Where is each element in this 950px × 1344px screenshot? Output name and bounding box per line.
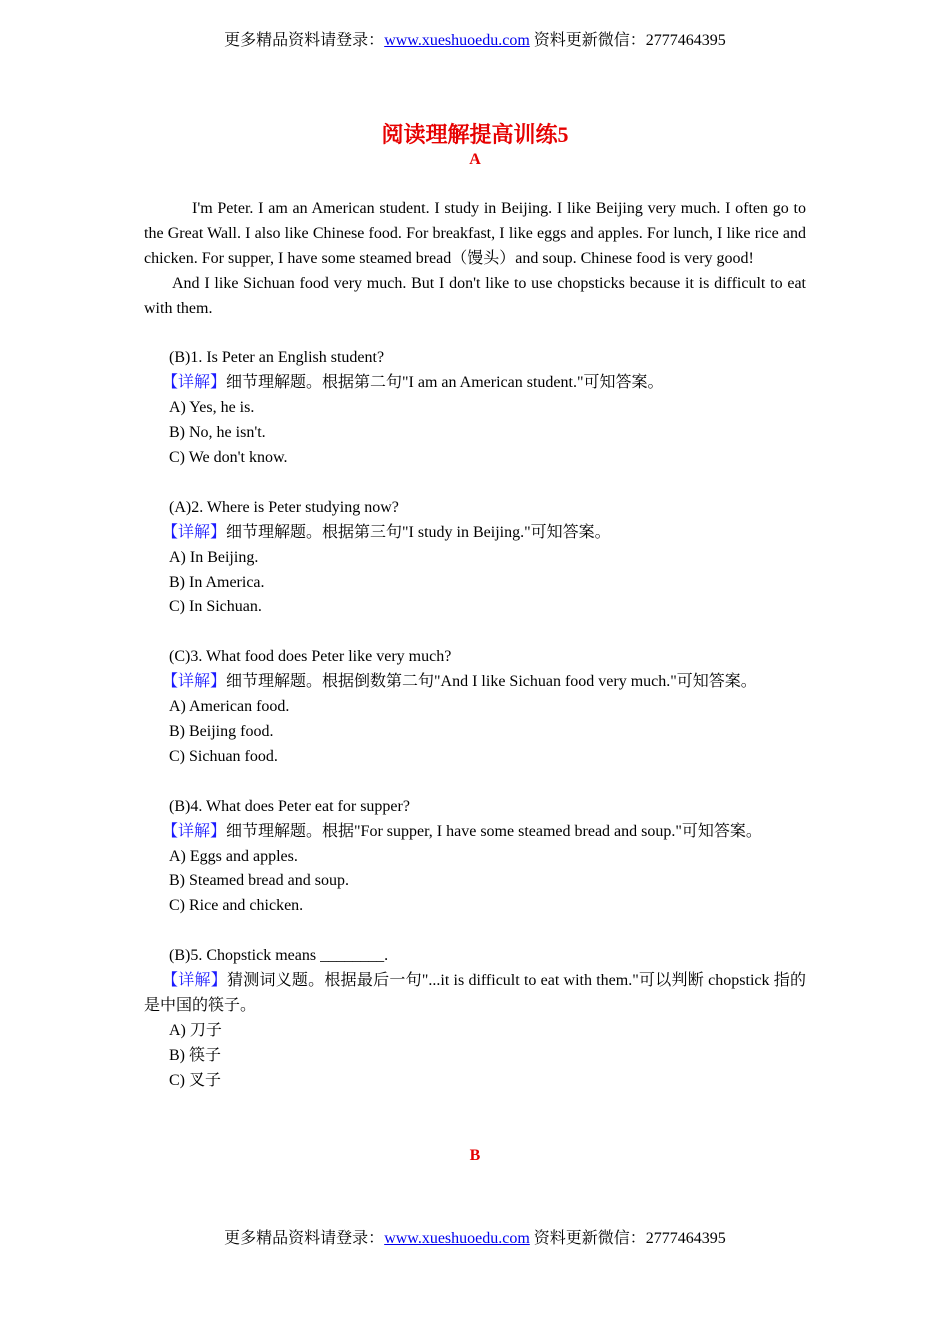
question-2-option-a: A) In Beijing. xyxy=(169,548,259,566)
question-2-option-b: B) In America. xyxy=(169,573,265,591)
question-4-option-a: A) Eggs and apples. xyxy=(169,847,298,865)
footer-suffix: 资料更新微信：2777464395 xyxy=(533,1230,726,1247)
explanation-tag: 【详解】 xyxy=(162,822,227,840)
question-3-option-c: C) Sichuan food. xyxy=(169,747,278,765)
question-5-option-c: C) 叉子 xyxy=(169,1071,222,1089)
question-1-stem: (B)1. Is Peter an English student? xyxy=(169,349,385,367)
header-link[interactable]: www.xueshuoedu.com xyxy=(384,32,530,49)
passage-paragraph-2: And I like Sichuan food very much. But I don't like to use chopsticks because it is difficult to eat with them. xyxy=(144,274,806,317)
page-footer xyxy=(0,1229,950,1249)
explanation-tag: 【详解】 xyxy=(162,972,227,990)
document-body xyxy=(144,197,806,1094)
explanation-tag: 【详解】 xyxy=(162,673,227,691)
question-1-option-c: C) We don't know. xyxy=(169,449,288,467)
question-1-option-a: A) Yes, he is. xyxy=(169,399,255,417)
question-5-explanation: 【详解】猜测词义题。根据最后一句"...it is difficult to eat with them."可以判断 chopstick 指的是中国的筷子。 xyxy=(144,972,806,1014)
question-1-explanation: 【详解】细节理解题。根据第二句"I am an American student."可知答案。 xyxy=(162,374,664,392)
question-4-stem: (B)4. What does Peter eat for supper? xyxy=(169,797,410,815)
question-5-option-a: A) 刀子 xyxy=(169,1021,222,1039)
question-1-option-b: B) No, he isn't. xyxy=(169,424,266,442)
section-b-heading: B xyxy=(469,1147,481,1164)
explanation-tag: 【详解】 xyxy=(162,374,227,392)
question-3-explanation: 【详解】细节理解题。根据倒数第二句"And I like Sichuan food very much."可知答案。 xyxy=(162,673,757,691)
header-suffix: 资料更新微信：2777464395 xyxy=(533,32,726,49)
footer-link[interactable]: www.xueshuoedu.com xyxy=(384,1230,530,1247)
question-4-option-c: C) Rice and chicken. xyxy=(169,897,304,915)
header-prefix: 更多精品资料请登录： xyxy=(224,32,385,49)
document-title: 阅读理解提高训练5 xyxy=(381,122,569,147)
page-header xyxy=(0,31,950,51)
question-5-option-b: B) 筷子 xyxy=(169,1046,222,1064)
question-2-explanation: 【详解】细节理解题。根据第三句"I study in Beijing."可知答案。 xyxy=(162,523,611,541)
question-2-option-c: C) In Sichuan. xyxy=(169,598,262,616)
section-a-heading: A xyxy=(469,151,481,168)
question-5-stem: (B)5. Chopstick means ________. xyxy=(169,947,389,965)
footer-prefix: 更多精品资料请登录： xyxy=(224,1230,385,1247)
question-3-option-b: B) Beijing food. xyxy=(169,722,274,740)
question-2-stem: (A)2. Where is Peter studying now? xyxy=(169,498,399,516)
question-3-option-a: A) American food. xyxy=(169,698,290,716)
explanation-tag: 【详解】 xyxy=(162,523,227,541)
question-4-explanation: 【详解】细节理解题。根据"For supper, I have some steamed bread and soup."可知答案。 xyxy=(162,822,762,840)
question-4-option-b: B) Steamed bread and soup. xyxy=(169,872,349,890)
passage-paragraph-1: I'm Peter. I am an American student. I study in Beijing. I like Beijing very much. I often go to the Great Wall. I also like Chinese food. For breakfast, I like eggs and apples. For lunch, I like rice and chicken. For supper, I have some steamed bread（馒头）and soup. Chinese food is very good! xyxy=(144,200,806,267)
question-3-stem: (C)3. What food does Peter like very much? xyxy=(169,648,452,666)
